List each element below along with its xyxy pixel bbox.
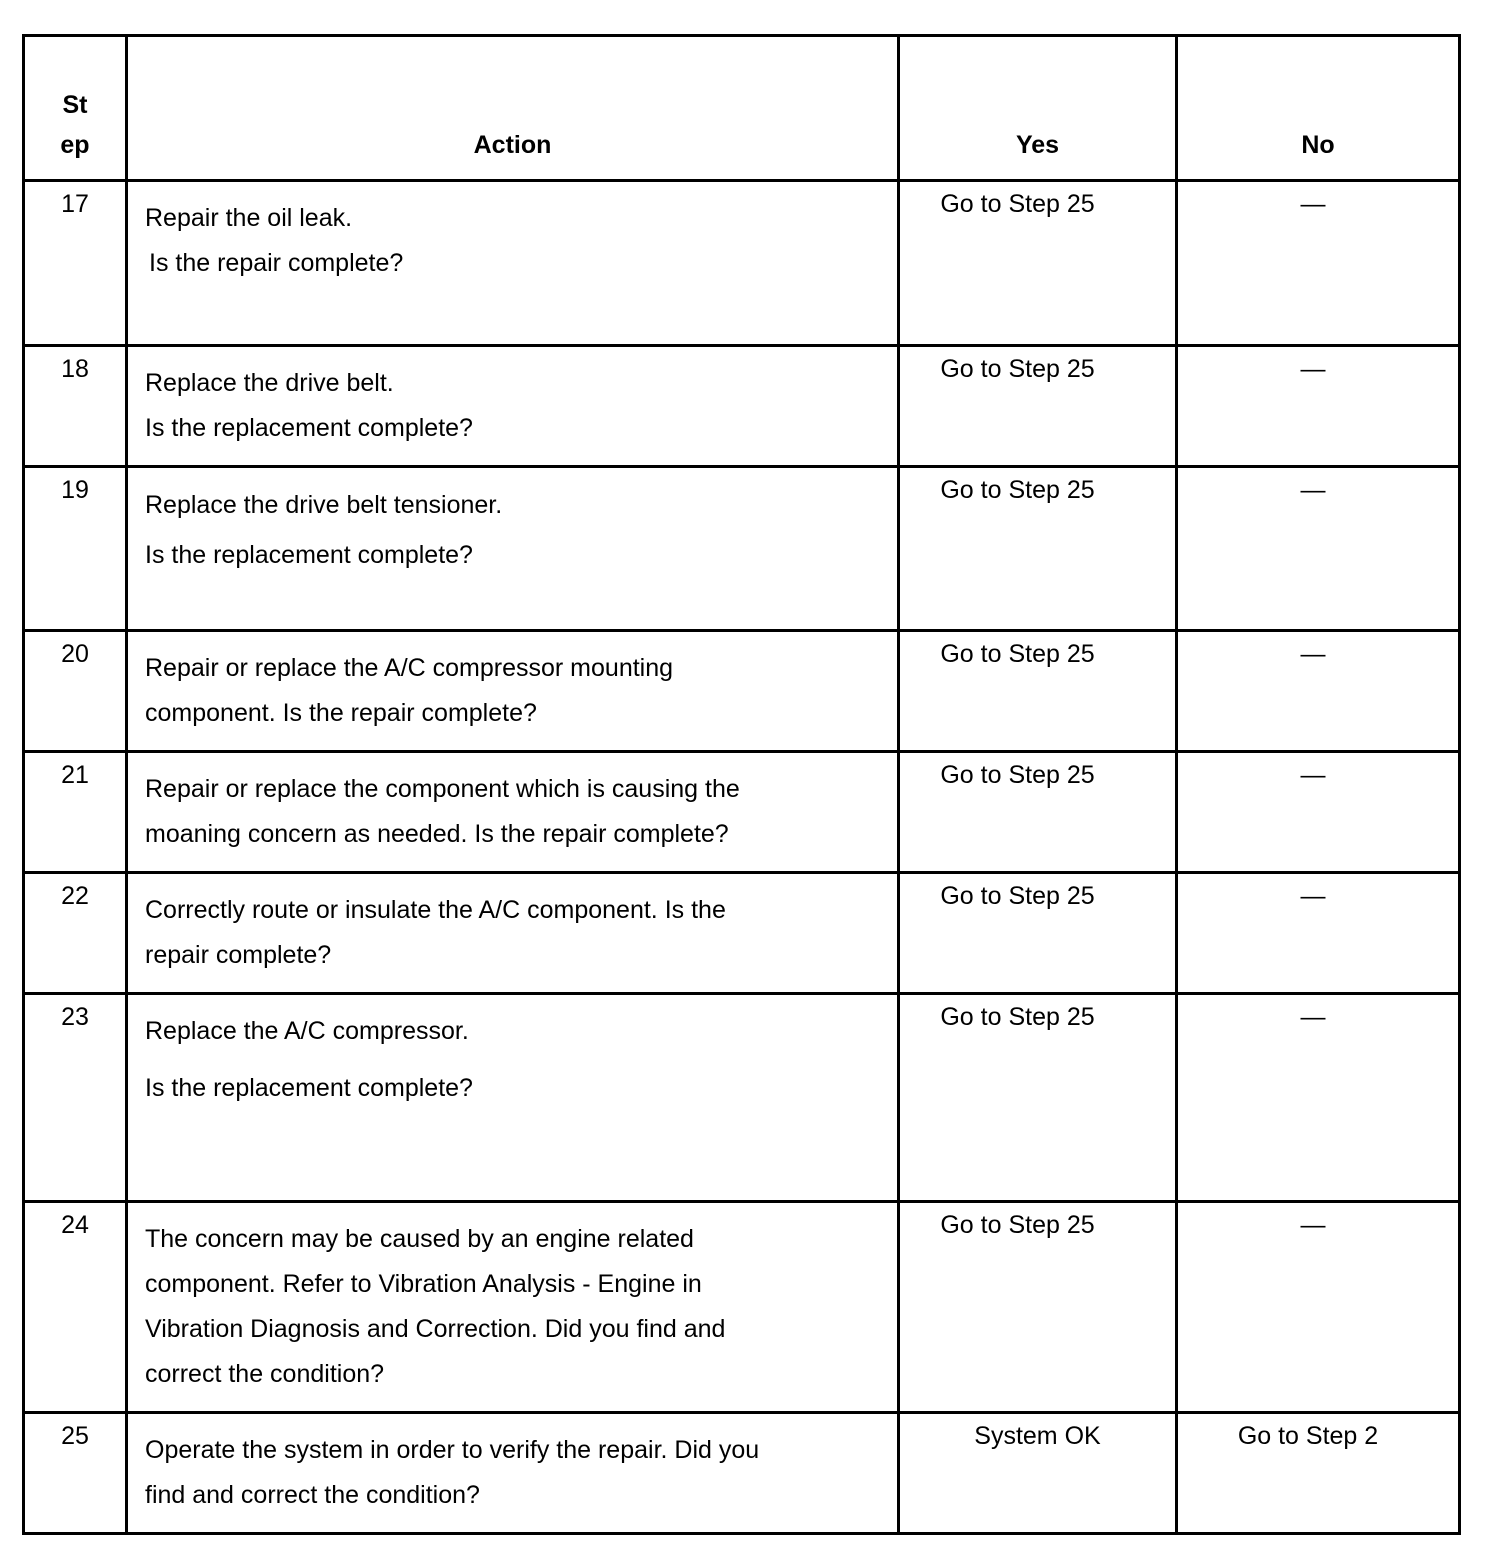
header-row (24, 36, 1460, 181)
no-cell (1177, 752, 1460, 873)
table-row (24, 181, 1460, 346)
no-result: — (1300, 1003, 1326, 1031)
no-result: — (1300, 640, 1326, 668)
step-number: 17 (24, 181, 127, 346)
action-line: find and correct the condition? (145, 1481, 480, 1509)
action-line: Is the replacement complete? (145, 541, 473, 569)
diagnostic-table (22, 34, 1461, 1535)
table-row (24, 346, 1460, 467)
table-row (24, 467, 1460, 631)
action-line: Repair or replace the component which is causing the (145, 775, 740, 803)
action-cell (127, 346, 899, 467)
yes-result: Go to Step 25 (940, 640, 1095, 668)
no-cell (1177, 467, 1460, 631)
table-row (24, 752, 1460, 873)
action-cell (127, 752, 899, 873)
action-line: component. Is the repair complete? (145, 699, 537, 727)
no-cell (1177, 181, 1460, 346)
table-row (24, 873, 1460, 994)
no-result: — (1300, 476, 1326, 504)
no-cell (1177, 1413, 1460, 1534)
header-yes: Yes (899, 36, 1177, 181)
yes-cell (899, 467, 1177, 631)
action-line: Replace the drive belt. (145, 369, 394, 397)
no-cell (1177, 994, 1460, 1202)
yes-result: Go to Step 25 (940, 1211, 1095, 1239)
action-line: repair complete? (145, 941, 332, 969)
header-step-line2: ep (60, 131, 90, 159)
header-step (24, 36, 127, 181)
action-line: Is the repair complete? (149, 249, 404, 277)
table-row (24, 1413, 1460, 1534)
yes-result: Go to Step 25 (940, 355, 1095, 383)
header-no: No (1177, 36, 1460, 181)
header-action: Action (127, 36, 899, 181)
action-cell (127, 994, 899, 1202)
yes-cell (899, 346, 1177, 467)
no-result: — (1300, 355, 1326, 383)
header-step-line1: St (62, 91, 88, 119)
no-result: — (1300, 761, 1326, 789)
action-line: component. Refer to Vibration Analysis - Engine in (145, 1270, 702, 1298)
yes-result: System OK (974, 1422, 1101, 1450)
no-cell (1177, 346, 1460, 467)
step-number: 20 (24, 631, 127, 752)
no-result: — (1300, 1211, 1326, 1239)
yes-result: Go to Step 25 (940, 476, 1095, 504)
action-cell (127, 181, 899, 346)
table-row (24, 631, 1460, 752)
action-line: Replace the drive belt tensioner. (145, 491, 503, 519)
yes-cell (899, 994, 1177, 1202)
action-line: correct the condition? (145, 1360, 385, 1388)
action-line: Repair the oil leak. (145, 204, 353, 232)
action-line: Is the replacement complete? (145, 1074, 473, 1102)
no-result: Go to Step 2 (1237, 1422, 1379, 1450)
action-line: Replace the A/C compressor. (145, 1017, 469, 1045)
action-line: The concern may be caused by an engine related (145, 1225, 694, 1253)
yes-cell (899, 631, 1177, 752)
action-line: Correctly route or insulate the A/C component. Is the (145, 896, 726, 924)
step-number: 24 (24, 1202, 127, 1413)
no-result: — (1300, 882, 1326, 910)
action-cell (127, 1202, 899, 1413)
action-line: moaning concern as needed. Is the repair complete? (145, 820, 729, 848)
step-number: 23 (24, 994, 127, 1202)
action-line: Operate the system in order to verify the repair. Did you (145, 1436, 760, 1464)
action-cell (127, 467, 899, 631)
no-cell (1177, 1202, 1460, 1413)
yes-cell (899, 1413, 1177, 1534)
step-number: 18 (24, 346, 127, 467)
no-result: — (1300, 190, 1326, 218)
yes-cell (899, 1202, 1177, 1413)
yes-cell (899, 752, 1177, 873)
yes-result: Go to Step 25 (940, 761, 1095, 789)
yes-cell (899, 181, 1177, 346)
action-line: Repair or replace the A/C compressor mounting (145, 654, 674, 682)
action-line: Is the replacement complete? (145, 414, 473, 442)
no-cell (1177, 631, 1460, 752)
yes-result: Go to Step 25 (940, 882, 1095, 910)
table-row (24, 994, 1460, 1202)
action-cell (127, 631, 899, 752)
yes-result: Go to Step 25 (940, 1003, 1095, 1031)
step-number: 19 (24, 467, 127, 631)
step-number: 22 (24, 873, 127, 994)
step-number: 21 (24, 752, 127, 873)
yes-result: Go to Step 25 (940, 190, 1095, 218)
no-cell (1177, 873, 1460, 994)
table-row (24, 1202, 1460, 1413)
step-number: 25 (24, 1413, 127, 1534)
yes-cell (899, 873, 1177, 994)
action-cell (127, 1413, 899, 1534)
action-line: Vibration Diagnosis and Correction. Did you find and (145, 1315, 726, 1343)
action-cell (127, 873, 899, 994)
